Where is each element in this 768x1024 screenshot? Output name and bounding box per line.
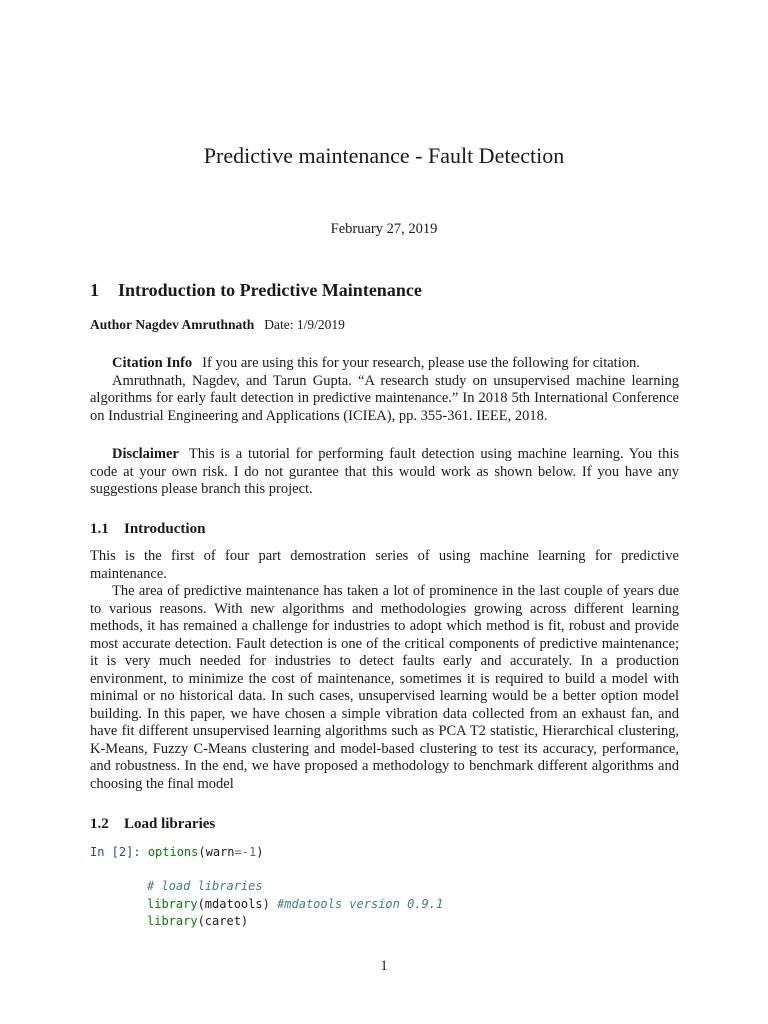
- subsection-number: 1.1: [90, 521, 109, 537]
- code-prompt: In [2]:: [90, 845, 141, 859]
- code-comment: # load libraries: [147, 879, 263, 893]
- code-fn-options: options: [147, 845, 199, 859]
- section-title: Introduction to Predictive Maintenance: [118, 280, 422, 300]
- author-label: Author: [90, 317, 133, 332]
- introduction-body: [90, 548, 679, 793]
- code-text: (mdatools): [197, 896, 278, 911]
- document-date: February 27, 2019: [330, 221, 438, 237]
- subsection-title: Load libraries: [124, 816, 216, 832]
- section-heading-1: [90, 278, 422, 302]
- subsection-title: Introduction: [124, 521, 206, 537]
- code-number: 1: [248, 845, 257, 859]
- disclaimer-block: [90, 446, 679, 499]
- intro-paragraph-1: This is the first of four part demostration series of using machine learning for predictive maintenance.: [90, 548, 679, 582]
- code-cell-body: [147, 878, 443, 931]
- author-date: Date: 1/9/2019: [264, 317, 345, 332]
- author-line: [90, 316, 345, 334]
- code-operator: =-: [234, 845, 249, 859]
- section-heading-1-2: [90, 814, 215, 834]
- code-cell: [90, 844, 263, 862]
- disclaimer-text: This is a tutorial for performing fault detection using machine learning. You this code at your own risk. I do not gurantee that this would work as shown below. If you have any suggestions please branch this project.: [90, 446, 679, 497]
- page-number: 1: [380, 958, 388, 974]
- code-text: (warn: [198, 845, 235, 859]
- document-title: Predictive maintenance - Fault Detection: [203, 143, 565, 168]
- code-comment: #mdatools version 0.9.1: [277, 896, 444, 911]
- subsection-number: 1.2: [90, 816, 109, 832]
- section-heading-1-1: [90, 519, 205, 539]
- citation-reference: Amruthnath, Nagdev, and Tarun Gupta. “A research study on unsupervised machine learning algorithms for early fault detection in predictive maintenance.” In 2018 5th International Conference on Industrial Engineering and Applications (ICIEA), pp. 355-361. IEEE, 2018.: [90, 372, 679, 424]
- code-text: ): [256, 845, 264, 859]
- code-fn-library: library: [147, 896, 198, 911]
- citation-label: Citation Info: [112, 355, 193, 371]
- code-text: (caret): [197, 914, 249, 928]
- citation-text: If you are using this for your research, please use the following for citation.: [202, 355, 640, 371]
- author-name: Nagdev Amruthnath: [135, 317, 255, 332]
- section-number: 1: [90, 280, 99, 300]
- code-fn-library: library: [147, 914, 198, 928]
- disclaimer-label: Disclaimer: [112, 446, 179, 462]
- citation-block: [90, 355, 679, 425]
- intro-paragraph-2: The area of predictive maintenance has taken a lot of prominence in the last couple of years due to various reasons. With new algorithms and methodologies growing across different learning methods, it has remained a challenge for industries to adopt which method is fit, robust and provide most accurate detection. Fault detection is one of the critical components of predictive maintenance; it is very much needed for industries to detect faults early and accurately. In a production environment, to minimize the cost of maintenance, sometimes it is required to build a model with minimal or no historical data. In such cases, unsupervised learning would be a better option model building. In this paper, we have chosen a simple vibration data collected from an exhaust fan, and have fit different unsupervised learning algorithms such as PCA T2 statistic, Hierarchical clustering, K-Means, Fuzzy C-Means clustering and model-based clustering to test its accuracy, performance, and robustness. In the end, we have proposed a methodology to benchmark different algorithms and choosing the final model: [90, 583, 679, 792]
